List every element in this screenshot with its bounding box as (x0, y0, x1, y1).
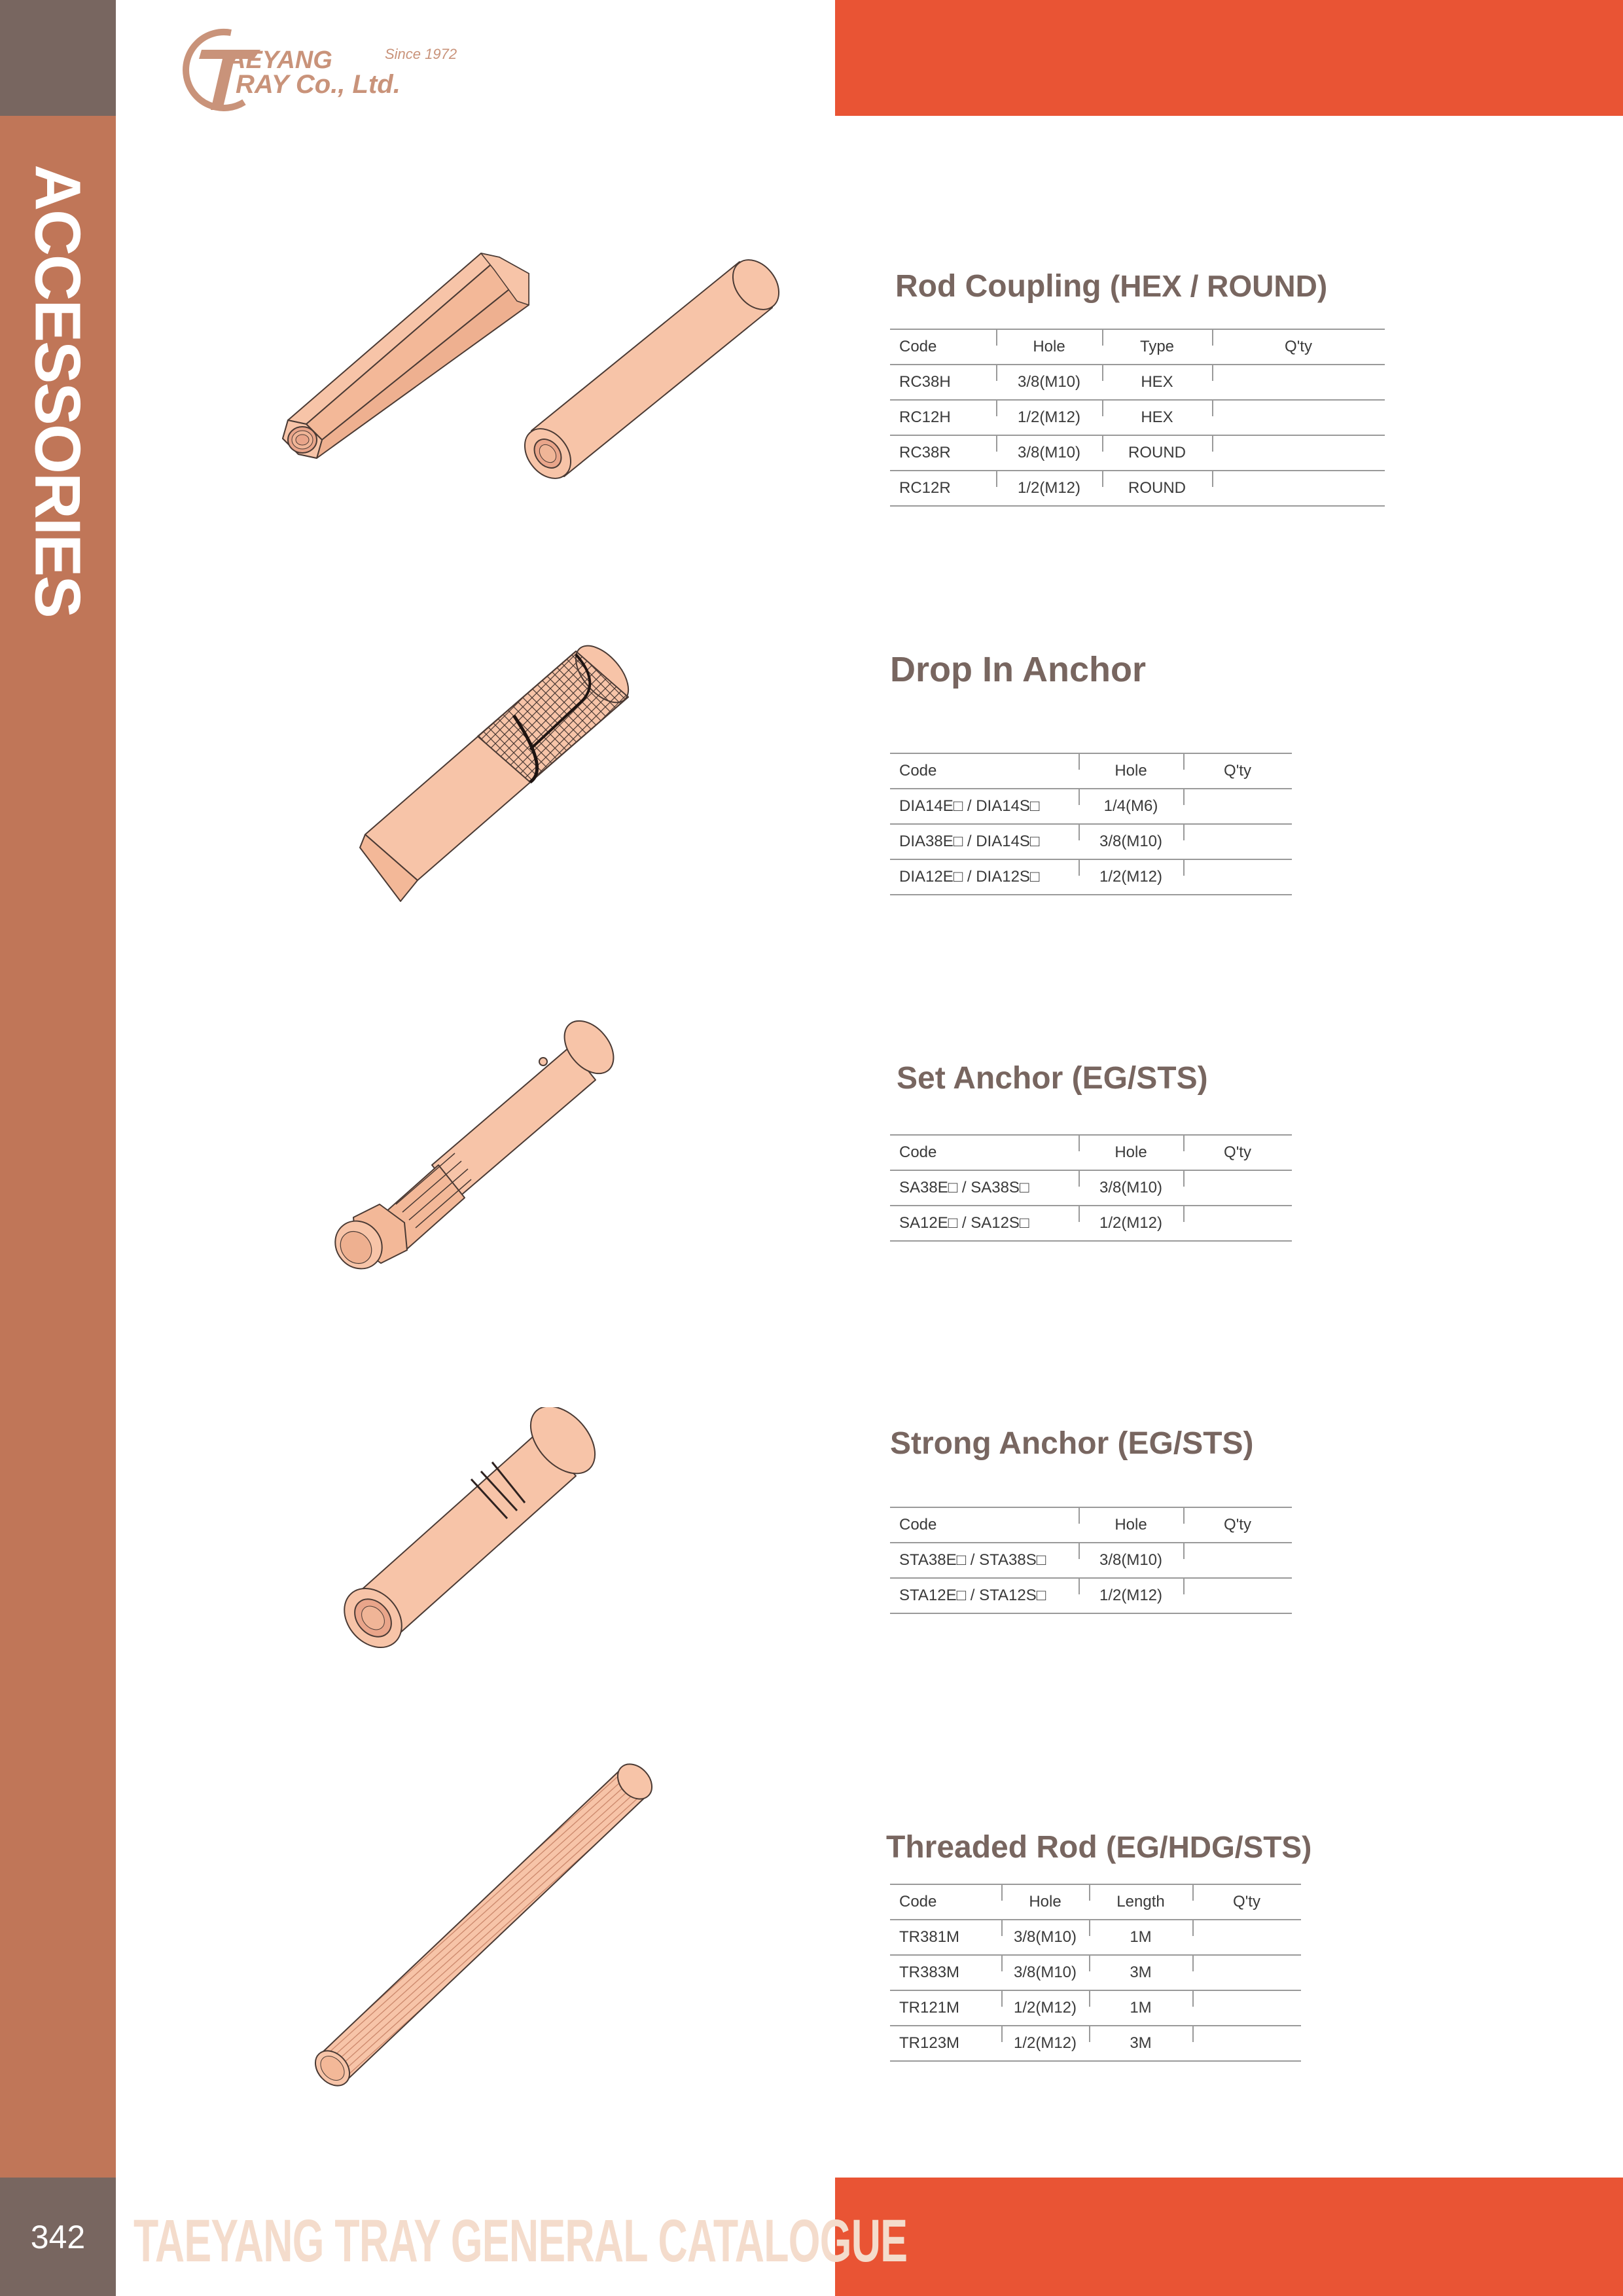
header-qty: Q'ty (1183, 753, 1292, 789)
cell-length: 3M (1089, 1955, 1192, 1990)
header-qty: Q'ty (1192, 1884, 1301, 1920)
cell-code: DIA38E□ / DIA14S□ (890, 824, 1079, 859)
header-hole: Hole (996, 329, 1102, 365)
footer-accent-bar (835, 2178, 1623, 2296)
cell-code: TR381M (890, 1920, 1001, 1955)
drop-in-anchor-illustration (353, 638, 641, 913)
table-header-row (890, 329, 1385, 365)
cell-length: 1M (1089, 1920, 1192, 1955)
table-row (890, 1170, 1292, 1206)
table-row (890, 1990, 1301, 2026)
company-logo (162, 18, 470, 117)
header-accent-bar (835, 0, 1623, 116)
header-hole: Hole (1079, 753, 1183, 789)
rod-coupling-illustration (275, 249, 792, 511)
product-title-set-anchor: Set Anchor (EG/STS) (897, 1061, 1208, 1096)
cell-type: ROUND (1102, 471, 1212, 506)
table-row (890, 365, 1385, 400)
cell-hole: 1/2(M12) (1079, 859, 1183, 895)
table-row (890, 400, 1385, 435)
table-row (890, 1206, 1292, 1241)
threaded-rod-subtitle: (EG/HDG/STS) (1106, 1830, 1312, 1864)
header-qty: Q'ty (1183, 1135, 1292, 1170)
table-row (890, 1543, 1292, 1578)
logo-text-line1: AEYANG (228, 46, 332, 74)
header-code: Code (890, 1884, 1001, 1920)
cell-qty (1212, 365, 1385, 400)
cell-hole: 3/8(M10) (1079, 1543, 1183, 1578)
table-row (890, 471, 1385, 506)
threaded-rod-table (890, 1884, 1301, 2062)
cell-code: RC12R (890, 471, 996, 506)
cell-qty (1183, 1578, 1292, 1613)
cell-hole: 3/8(M10) (1079, 1170, 1183, 1206)
product-title-strong-anchor: Strong Anchor (EG/STS) (890, 1426, 1254, 1461)
product-title-rod-coupling (895, 268, 1327, 304)
cell-qty (1212, 400, 1385, 435)
cell-code: SA38E□ / SA38S□ (890, 1170, 1079, 1206)
cell-code: RC38R (890, 435, 996, 471)
table-row (890, 789, 1292, 824)
cell-hole: 3/8(M10) (1001, 1920, 1089, 1955)
header-code: Code (890, 329, 996, 365)
cell-qty (1183, 1206, 1292, 1241)
strong-anchor-illustration (340, 1407, 615, 1656)
cell-length: 3M (1089, 2026, 1192, 2061)
cell-hole: 1/2(M12) (1001, 1990, 1089, 2026)
logo-text-line2: RAY Co., Ltd. (236, 70, 401, 99)
rod-coupling-title: Rod Coupling (895, 269, 1101, 304)
cell-code: TR383M (890, 1955, 1001, 1990)
rod-coupling-table (890, 329, 1385, 507)
header-qty: Q'ty (1183, 1507, 1292, 1543)
cell-code: RC12H (890, 400, 996, 435)
header-code: Code (890, 1507, 1079, 1543)
cell-code: TR121M (890, 1990, 1001, 2026)
table-row (890, 824, 1292, 859)
section-label (0, 116, 116, 770)
footer-catalogue-title: TAEYANG TRAY GENERAL CATALOGUE (134, 2208, 908, 2274)
cell-code: TR123M (890, 2026, 1001, 2061)
header-hole: Hole (1079, 1507, 1183, 1543)
table-header-row (890, 1884, 1301, 1920)
section-label-text: ACCESSORIES (22, 164, 94, 617)
logo-since: Since 1972 (385, 46, 457, 62)
cell-hole: 3/8(M10) (1001, 1955, 1089, 1990)
table-row (890, 1955, 1301, 1990)
cell-qty (1183, 1170, 1292, 1206)
cell-hole: 1/2(M12) (1001, 2026, 1089, 2061)
table-header-row (890, 1507, 1292, 1543)
cell-qty (1183, 789, 1292, 824)
page-number: 342 (30, 2218, 86, 2255)
cell-hole: 1/4(M6) (1079, 789, 1183, 824)
cell-qty (1192, 1955, 1301, 1990)
cell-code: STA38E□ / STA38S□ (890, 1543, 1079, 1578)
cell-qty (1192, 2026, 1301, 2061)
header-type: Type (1102, 329, 1212, 365)
cell-qty (1183, 859, 1292, 895)
table-header-row (890, 753, 1292, 789)
rod-coupling-subtitle: (HEX / ROUND) (1109, 269, 1328, 303)
cell-hole: 3/8(M10) (996, 435, 1102, 471)
threaded-rod-illustration (308, 1754, 661, 2094)
table-row (890, 1920, 1301, 1955)
cell-length: 1M (1089, 1990, 1192, 2026)
cell-code: DIA14E□ / DIA14S□ (890, 789, 1079, 824)
cell-type: HEX (1102, 365, 1212, 400)
table-row (890, 859, 1292, 895)
set-anchor-table (890, 1134, 1292, 1242)
cell-qty (1183, 1543, 1292, 1578)
cell-code: RC38H (890, 365, 996, 400)
cell-type: HEX (1102, 400, 1212, 435)
header-length: Length (1089, 1884, 1192, 1920)
product-title-drop-in-anchor: Drop In Anchor (890, 650, 1146, 689)
cell-hole: 1/2(M12) (996, 471, 1102, 506)
cell-qty (1212, 471, 1385, 506)
corner-block-top (0, 0, 116, 116)
cell-qty (1183, 824, 1292, 859)
header-hole: Hole (1079, 1135, 1183, 1170)
header-code: Code (890, 753, 1079, 789)
strong-anchor-table (890, 1507, 1292, 1614)
cell-code: STA12E□ / STA12S□ (890, 1578, 1079, 1613)
table-header-row (890, 1135, 1292, 1170)
header-hole: Hole (1001, 1884, 1089, 1920)
cell-hole: 1/2(M12) (1079, 1206, 1183, 1241)
cell-code: DIA12E□ / DIA12S□ (890, 859, 1079, 895)
cell-hole: 1/2(M12) (996, 400, 1102, 435)
table-row (890, 435, 1385, 471)
cell-qty (1212, 435, 1385, 471)
set-anchor-illustration (327, 1014, 628, 1289)
cell-hole: 3/8(M10) (996, 365, 1102, 400)
drop-in-anchor-table (890, 753, 1292, 895)
cell-hole: 3/8(M10) (1079, 824, 1183, 859)
product-title-threaded-rod (886, 1829, 1311, 1865)
cell-type: ROUND (1102, 435, 1212, 471)
cell-code: SA12E□ / SA12S□ (890, 1206, 1079, 1241)
cell-qty (1192, 1990, 1301, 2026)
table-row (890, 2026, 1301, 2061)
cell-qty (1192, 1920, 1301, 1955)
cell-hole: 1/2(M12) (1079, 1578, 1183, 1613)
table-row (890, 1578, 1292, 1613)
header-qty: Q'ty (1212, 329, 1385, 365)
header-code: Code (890, 1135, 1079, 1170)
threaded-rod-title: Threaded Rod (886, 1830, 1097, 1865)
